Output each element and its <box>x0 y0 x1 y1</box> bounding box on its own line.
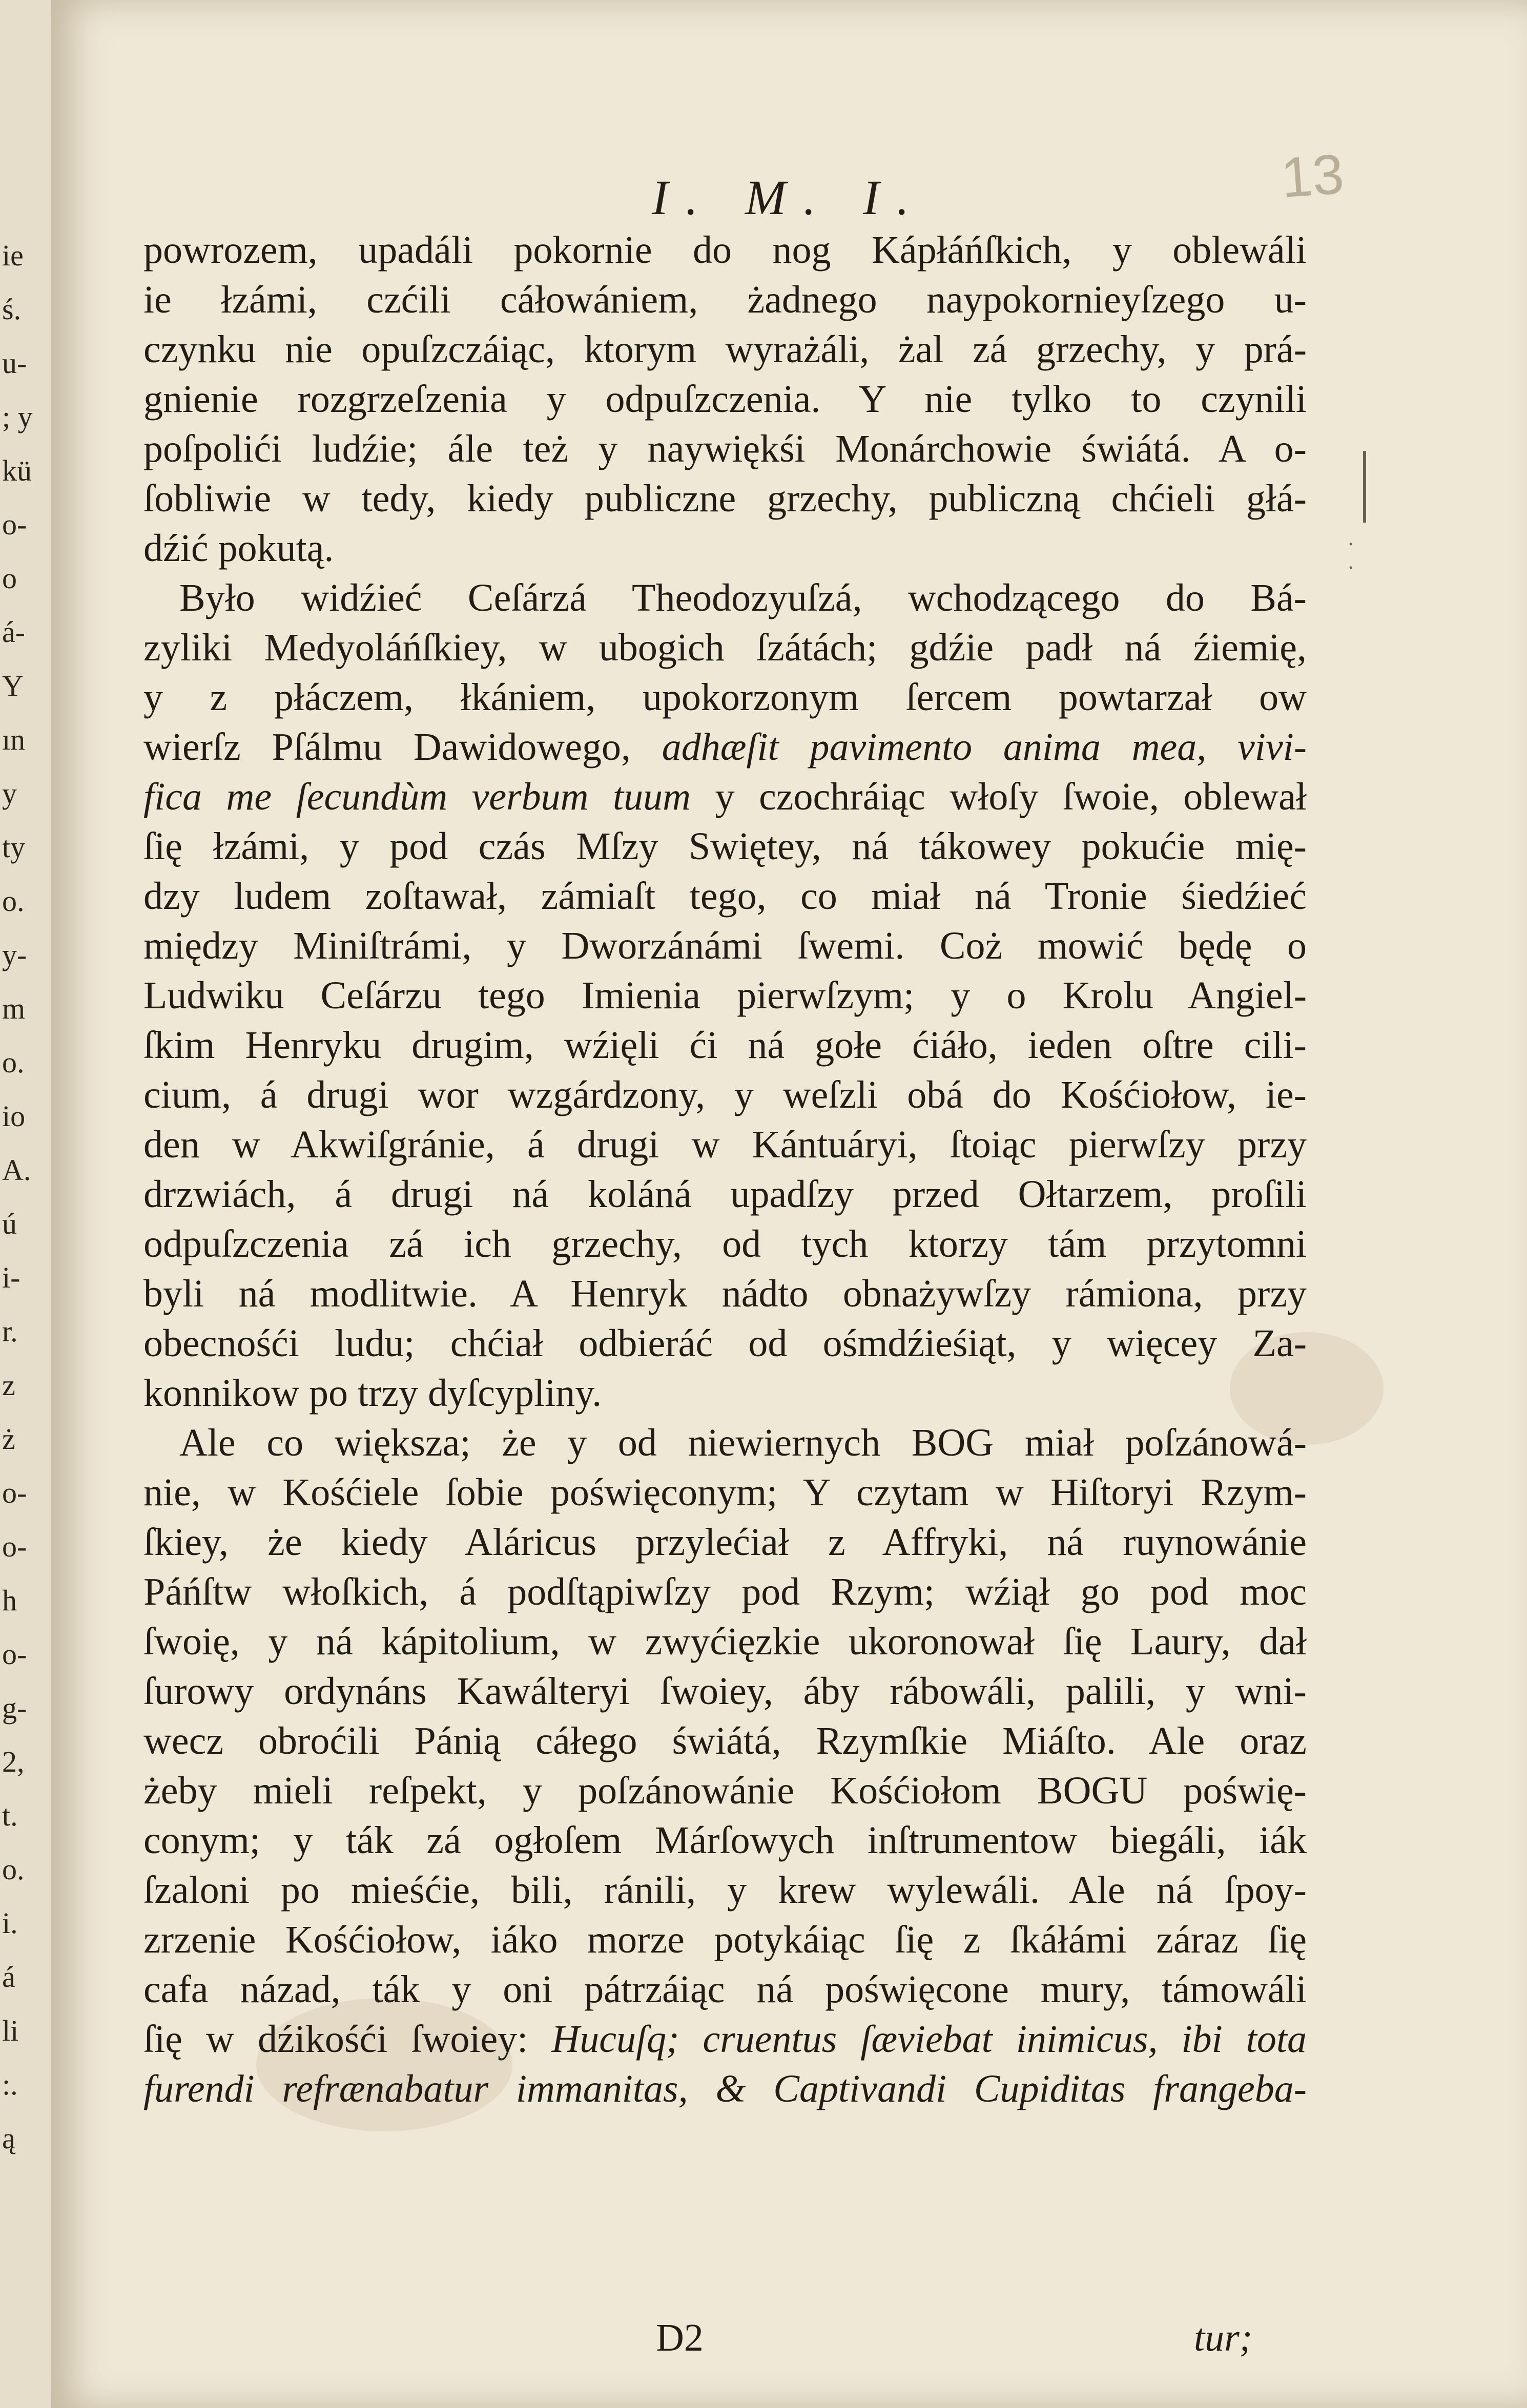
text-line: poſpolići ludźie; ále też y naywiękśi Monárchowie świátá. A o- <box>143 427 1307 470</box>
text-line: dzy ludem zoſtawał, zámiaſt tego, co miał ná Tronie śiedźieć <box>143 875 1307 918</box>
running-head: I. M. I. <box>652 170 926 225</box>
facing-page-fragment: ż <box>2 1422 15 1456</box>
facing-page-fragment: h <box>2 1584 17 1617</box>
text-line: Ale co większa; że y od niewiernych BOG miał poſzánowá- <box>179 1421 1307 1464</box>
text-line: ſkim Henryku drugim, wźięli ći ná gołe ćiáło, ieden oſtre cili- <box>143 1024 1307 1067</box>
facing-page-fragment: z <box>2 1368 15 1402</box>
text-line: gnienie rozgrzeſzenia y odpuſzczenia. Y nie tylko to czynili <box>143 378 1307 421</box>
facing-page-fragment: y- <box>2 938 27 971</box>
text-line <box>143 2064 1307 2114</box>
facing-page-edge <box>0 0 53 2408</box>
catchword: tur; <box>1194 2316 1252 2359</box>
facing-page-fragment: o- <box>2 508 27 541</box>
text-line-mixed <box>143 2015 1307 2064</box>
text-line: drzwiách, á drugi ná koláná upadſzy przed Ołtarzem, proſili <box>143 1173 1307 1216</box>
text-line: ſkiey, że kiedy Aláricus przylećiał z Affryki, ná ruynowánie <box>143 1521 1307 1564</box>
text-line: zyliki Medyoláńſkiey, w ubogich ſzátách; gdźie padł ná źiemię, <box>143 626 1307 669</box>
text-line: obecnośći ludu; chćiał odbieráć od ośmdźieśiąt, y więcey Za- <box>143 1322 1307 1365</box>
facing-page-fragment: o- <box>2 1637 27 1671</box>
facing-page-fragment: o. <box>2 1046 25 1079</box>
facing-page-fragment: ś. <box>2 293 22 326</box>
text-line: wecz obroćili Pánią cáłego świátá, Rzymſkie Miáſto. Ale oraz <box>143 1719 1307 1762</box>
text-line: Ludwiku Ceſárzu tego Imienia pierwſzym; y o Krolu Angiel- <box>143 974 1307 1017</box>
text-line: cafa názad, ták y oni pátrzáiąc ná poświęcone mury, támowáli <box>143 1968 1307 2011</box>
book-page <box>51 0 1527 2408</box>
text-line: żeby mieli reſpekt, y poſzánowánie Kośćiołom BOGU poświę- <box>143 1769 1307 1812</box>
facing-page-fragment: Y <box>2 669 24 702</box>
text-line: ſwoię, y ná kápitolium, w zwyćięzkie ukoronował ſię Laury, dał <box>143 1620 1307 1663</box>
text-run: wierſz Pſálmu Dawidowego, <box>143 725 631 769</box>
text-line: ſię łzámi, y pod czás Mſzy Swiętey, ná tákowey pokućie mię- <box>143 825 1307 868</box>
text-line: czynku nie opuſzczáiąc, ktorym wyrażáli, żal zá grzechy, y prá- <box>143 328 1307 371</box>
facing-page-fragment: ą <box>2 2122 15 2155</box>
facing-page-fragment: kü <box>2 454 32 487</box>
facing-page-fragment: i. <box>2 1906 18 1940</box>
text-line: dźić pokutą. <box>143 527 334 570</box>
text-line: powrozem, upadáli pokornie do nog Kápłáńſkich, y oblewáli <box>143 229 1307 272</box>
facing-page-fragment: r. <box>2 1315 18 1348</box>
text-line: Było widźieć Ceſárzá Theodozyuſzá, wchodzącego do Bá- <box>179 576 1307 619</box>
text-line: ſurowy ordynáns Kawálteryi ſwoiey, áby rábowáli, palili, y wni- <box>143 1670 1307 1713</box>
text-line: konnikow po trzy dyſcypliny. <box>143 1372 602 1415</box>
text-line: Páńſtw włoſkich, á podſtąpiwſzy pod Rzym; wźiął go pod moc <box>143 1570 1307 1613</box>
facing-page-fragment: ty <box>2 831 26 864</box>
text-line: den w Akwiſgránie, á drugi w Kántuáryi, ſtoiąc pierwſzy przy <box>143 1123 1307 1166</box>
facing-page-fragment: ; y <box>2 400 33 433</box>
facing-page-fragment: o- <box>2 1476 27 1509</box>
facing-page-fragment: á- <box>2 615 26 649</box>
text-line: ie łzámi, czćili cáłowániem, żadnego naypokornieyſzego u- <box>143 278 1307 321</box>
facing-page-fragment: o- <box>2 1530 27 1563</box>
text-line: ſobliwie w tedy, kiedy publiczne grzechy, publiczną chćieli głá- <box>143 477 1307 520</box>
facing-page-fragment: á <box>2 1960 15 1994</box>
folio-number: 13 <box>1278 142 1346 210</box>
latin-quote: Hucuſq; cruentus ſæviebat inimicus, ibi tota <box>551 2018 1307 2061</box>
text-line-mixed <box>143 722 1307 772</box>
latin-quote: fica me ſecundùm verbum tuum <box>143 775 691 818</box>
facing-page-fragment: ie <box>2 239 24 272</box>
latin-quote: furendi refrænabatur immanitas, & Captivandi Cupiditas frangeba- <box>143 2067 1307 2110</box>
signature-mark: D2 <box>656 2316 704 2359</box>
margin-mark <box>1363 451 1366 523</box>
text-line: nie, w Kośćiele ſobie poświęconym; Y czytam w Hiſtoryi Rzym- <box>143 1471 1307 1514</box>
margin-dots: · · <box>1348 533 1354 580</box>
latin-quote: adhæſit pavimento anima mea, vivi- <box>662 725 1307 769</box>
facing-page-fragment: i- <box>2 1261 20 1294</box>
facing-page-fragment: :. <box>2 2068 18 2101</box>
facing-page-fragment: io <box>2 1099 26 1133</box>
text-line-mixed <box>143 772 1307 822</box>
facing-page-fragment: o. <box>2 1853 25 1886</box>
facing-page-fragment: m <box>2 992 26 1025</box>
facing-page-fragment: o <box>2 562 17 595</box>
facing-page-fragment: 2, <box>2 1745 25 1778</box>
facing-page-fragment: A. <box>2 1153 31 1187</box>
text-line: między Miniſtrámi, y Dworzánámi ſwemi. Coż mowić będę o <box>143 924 1307 967</box>
facing-page-fragment: ú <box>2 1207 17 1240</box>
text-line: conym; y ták zá ogłoſem Márſowych inſtrumentow biegáli, iák <box>143 1819 1307 1862</box>
body-text <box>143 225 1307 2114</box>
text-line: cium, á drugi wor wzgárdzony, y weſzli obá do Kośćiołow, ie- <box>143 1073 1307 1116</box>
facing-page-fragment: ın <box>2 723 26 756</box>
facing-page-fragment: t. <box>2 1799 18 1832</box>
text-run: y czochráiąc włoſy ſwoie, oblewał <box>715 775 1307 818</box>
text-line: y z płáczem, łkániem, upokorzonym ſercem powtarzał ow <box>143 676 1307 719</box>
text-line: zrzenie Kośćiołow, iáko morze potykáiąc ſię z ſkáłámi záraz ſię <box>143 1918 1307 1961</box>
facing-page-fragment: u- <box>2 346 27 380</box>
facing-page-fragment: o. <box>2 884 25 918</box>
facing-page-fragment: y <box>2 777 17 810</box>
text-line: odpuſzczenia zá ich grzechy, od tych ktorzy tám przytomni <box>143 1222 1307 1265</box>
text-run: ſię w dźikośći ſwoiey: <box>143 2018 528 2061</box>
facing-page-fragment: li <box>2 2014 19 2047</box>
text-line: ſzaloni po mieśćie, bili, ránili, y krew wylewáli. Ale ná ſpoy- <box>143 1869 1307 1912</box>
facing-page-fragment: g- <box>2 1691 27 1725</box>
text-line: byli ná modlitwie. A Henryk nádto obnażywſzy rámiona, przy <box>143 1272 1307 1315</box>
